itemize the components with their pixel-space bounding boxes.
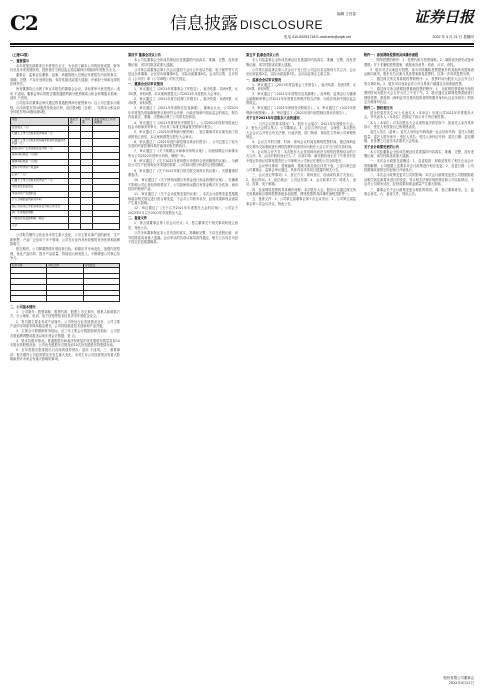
paragraph: 本公司及董事会全体成员保证信息披露的内容真实、准确、完整，没有虚假记载、误导性陈述或重大遗漏。 <box>128 58 238 67</box>
paragraph: 1、第五届董事会第十次会议决议；2、独立董事关于相关事项的独立意见。特此公告。 <box>128 221 238 230</box>
table-cell: 非流动资产处置损益 <box>11 191 69 197</box>
table-cell: 非经常性损益项目 <box>11 185 69 191</box>
text-column-3 <box>246 52 356 682</box>
paragraph: 3、审议通过了《2021年度财务决算报告》。4、审议通过了《2021年度利润分配预案》。5、审议通过了《2021年度内部控制自我评价报告》。 <box>246 106 356 115</box>
editor-line: 编辑 王亮春 <box>337 12 356 16</box>
table-cell: 少数股东权益影响额（税后） <box>11 217 69 223</box>
table-cell <box>68 223 80 229</box>
paragraph: 5、会议的召开方式：本次股东大会采用现场表决与网络投票相结合的方式召开。6、会议的股权登记日。7、出席对象：截至股权登记日下午收市时在中国证券登记结算有限责任公司深圳分公司登记在册的公司全体股东。 <box>246 149 356 163</box>
table-row <box>11 296 120 302</box>
table-cell: 加权平均净资产收益率 <box>11 166 69 172</box>
paragraph: 10、审议通过了《关于使用闲置自有资金进行现金管理的议案》。在确保不影响公司正常经营的情况下，公司拟使用闲置自有资金购买安全性高、流动性好的理财产品。 <box>128 178 238 192</box>
section-heading: 第四节 董事会决议公告 <box>128 53 161 57</box>
text-column-2 <box>128 52 238 682</box>
contact-line: 电话 010-83251716 E-mail:zmb@zqrb.net <box>284 35 351 39</box>
masthead-rule-thick <box>10 43 474 45</box>
paragraph: 一、召开会议的基本情况：1、股东大会届次：2021年年度股东大会。2、股东大会的召集人：公司董事会。3、会议召开的合法、合规性：本次股东大会会议召开符合有关法律、行政法规、部门规章、规范性文件和公司章程的规定。 <box>246 121 356 140</box>
paragraph: 一、本次会计政策变更概述：1、变更原因：财政部发布了相关企业会计准则解释，公司根据上述要求对会计政策进行相应变更。2、变更日期：公司按照财政部规定的起始日开始执行。 <box>364 159 474 173</box>
table-cell: 合计 <box>11 223 69 229</box>
paragraph: 1、公司简介。股票简称、股票代码、股票上市交易所、联系人和联系方式、办公地址、电话、电子信箱等基本信息详见年度报告全文。 <box>10 309 120 319</box>
table-cell: 稀释每股收益（元/股） <box>11 159 69 165</box>
paragraph: 本公司及监事会全体成员保证信息披露的内容真实、准确、完整，没有虚假记载、误导性陈述或重大遗漏。 <box>246 58 356 67</box>
paragraph: 公司报告期内主营业务未发生重大变化。公司主要从事产品的研发、生产和销售，产品广泛应用于多个领域，公司在行业内具有较强的竞争优势和品牌影响力。 <box>10 233 120 247</box>
section-heading: 二、公司基本情况 <box>10 304 36 309</box>
section-heading: （上接C1版） <box>10 53 31 57</box>
paragraph: 三、董事会关于会计政策变更合理性的说明。四、独立董事意见。五、监事会意见。六、备查文件。特此公告。 <box>364 187 474 197</box>
paragraph: 7、审议通过了《关于续聘会计师事务所的议案》。同意续聘会计师事务所为公司2022年度审计机构，聘期一年。 <box>128 149 238 158</box>
paragraph: 二、本次会计政策变更对公司的影响：本次会计政策变更是公司根据财政部相关规定和要求进行的变更，符合相关法律法规的规定和公司实际情况，不会对公司财务状况、经营成果和现金流量产生重大影响。 <box>364 173 474 187</box>
table-row <box>11 223 120 229</box>
paragraph: 2、审议通过了《2021年度总经理工作报告》。表决结果：同意9票，反对0票，弃权0票。 <box>128 96 238 106</box>
paragraph: 3、审议通过了《2021年年度报告及其摘要》。董事会认为，公司2021年年度报告的编制和审议程序符合法律、行政法规和中国证监会的规定，报告内容真实、准确、完整地反映了公司的实际情况。 <box>128 106 238 120</box>
paragraph: 四、参加网络投票的具体操作流程：本次股东大会，股东可以通过深交所交易系统和互联网投票系统参加投票，网络投票的具体操作流程见附件一。 <box>246 187 356 197</box>
section-title-en: DISCLOSURE <box>240 18 324 32</box>
table-header-cell: 上年同期 <box>80 117 92 125</box>
paragraph: 4、股本及股东情况。普通股股东和表决权恢复的优先股股东数量及前10名股东持股情况表、公司优先股股东总数及前10名优先股股东持股情况表。 <box>10 338 120 348</box>
paragraph: 3、股东对总议案进行投票，视为对除累积投票提案外的其他所有提案表达相同意见。股东对总议案与具体提案重复投票时，以第一次有效投票为准。 <box>364 67 474 77</box>
table-cell: 基本每股收益（元/股） <box>11 153 69 159</box>
table-header-cell: 持股数量 <box>83 263 119 268</box>
paragraph: 公司第五届监事会第八次会议于近日在公司会议室以现场方式召开。会议应出席监事3名，实际出席监事3名，会议由监事会主席主持。 <box>246 67 356 77</box>
paragraph: 二、会议审议事项：提案编码、提案名称及备注详见下表。上述议案已经公司董事会、监事会审议通过，具体内容详见同日披露的相关公告。 <box>246 163 356 173</box>
section-heading: 关于召开2021年年度股东大会的通知 <box>246 116 300 121</box>
paragraph: 4、审议通过了《2021年度财务决算报告》。公司2021年度财务报表已经会计师事务所审计，并出具了标准无保留意见的审计报告。 <box>128 120 238 130</box>
table-cell: 归属于上市公司股东的扣除非经常性损益的净利润（元） <box>11 138 69 146</box>
section-heading: 附件一：参加网络投票的具体操作流程 <box>364 53 419 57</box>
section-heading: 附件二：授权委托书 <box>364 105 393 110</box>
section-heading: 一、重要提示 <box>10 58 30 63</box>
section-heading: 第五节 监事会决议公告 <box>246 53 279 57</box>
masthead-rule-thin <box>10 46 474 47</box>
paragraph: 6、审议通过了《2021年度内部控制自我评价报告》。公司已建立了较为完善的内部控制体系并能得到有效的执行。 <box>128 139 238 149</box>
table-header-cell: 项目 <box>11 117 69 125</box>
table-header-cell: 股东名称 <box>11 263 47 268</box>
signature-block <box>443 676 474 686</box>
table-cell <box>93 223 120 229</box>
table-cell: 归属于上市公司股东的净资产（元） <box>11 178 69 184</box>
paragraph: 3、主要会计数据和财务指标。近三年主要会计数据和财务指标：公司是否需追溯调整或重述以前年度会计数据：是 否。 <box>10 329 120 338</box>
table-header-cell: 本报告期 <box>68 117 80 125</box>
paragraph: 三、通过深交所互联网投票系统投票的程序：1、互联网投票系统开始投票的时间为股东大会召开当日上午至下午。2、股东通过互联网投票系统进行网络投票，需按照《深圳证券交易所投资者网络服务身份认证业务指引》的规定办理身份认证。 <box>364 86 474 105</box>
table-cell: 减：所得税影响额 <box>11 210 69 216</box>
paragraph: 董事会、监事会及董事、监事、高级管理人员保证年度报告内容的真实、准确、完整，不存在虚假记载、误导性陈述或重大遗漏，并承担个别和连带的法律责任。 <box>10 73 120 87</box>
paragraph: 所有董事均已出席了审议本报告的董事会会议。非标准审计意见提示：适用 不适用。董事会审议的报告期普通股利润分配预案或公积金转增股本预案：适用 不适用。 <box>10 87 120 101</box>
paragraph: 12、审议通过了《关于召开2021年年度股东大会的议案》。公司定于2022年5月召开2021年年度股东大会。 <box>128 206 238 215</box>
paragraph: 本人（本单位）对本次股东大会议案的表决意见如下：如委托人未作具体指示，受托人有权按自己的意愿表决。 <box>364 120 474 130</box>
table-cell <box>47 296 83 302</box>
paragraph: 三、会议登记等事项：1、登记方式：现场登记、信函或传真方式登记。2、登记时间。3、登记地点：公司证券部。4、会议联系方式：联系人、电话、传真、电子邮箱。 <box>246 173 356 187</box>
date-line: 2022 年 4 月 21 日 星期四 <box>432 35 474 39</box>
paragraph: 一、网络投票的程序：1、投票代码与投票简称。2、填报表决意见或选举票数。对于非累积投票提案，填报表决意见：同意、反对、弃权。 <box>364 58 474 67</box>
table-cell <box>80 223 92 229</box>
section-heading: 关于会计政策变更的公告 <box>364 144 400 149</box>
table-cell <box>68 138 80 146</box>
table-cell: 计入当期损益的政府补助 <box>11 198 69 204</box>
paragraph: 1、审议通过了《2021年度董事会工作报告》。表决结果：同意9票，反对0票，弃权0票。本议案尚需提交公司2021年年度股东大会审议。 <box>128 87 238 96</box>
page-number: C2 <box>10 11 38 35</box>
signature-company: 股份有限公司董事会 <box>443 676 474 680</box>
data-table <box>10 263 120 302</box>
section-title-cn: 信息披露 <box>170 14 238 34</box>
section-heading: 二、备查文件 <box>128 216 148 221</box>
table-cell: 除上述各项之外的其他营业外收入和支出 <box>11 204 69 210</box>
paragraph: 4、会议召开的日期、时间：现场会议时间及网络投票时间。通过深圳证券交易所交易系统进行网络投票的具体时间为股东大会召开当日的交易时间。 <box>246 140 356 149</box>
table-cell: 经营活动产生的现金流量净额（元） <box>11 147 69 153</box>
table-cell <box>93 138 120 146</box>
newspaper-logo: 证券日报 <box>413 8 474 26</box>
paragraph: 二、通过深交所交易系统投票的程序：1、投票时间为股东大会召开当日的交易时间。2、股东可以登录证券公司交易客户端通过交易系统投票。 <box>364 77 474 86</box>
table-cell <box>80 138 92 146</box>
paragraph: 2、审议通过了《2021年年度报告及其摘要》。经审核，监事会认为董事会编制和审核公司2021年年度报告的程序符合法律、行政法规和中国证监会的规定。 <box>246 92 356 106</box>
table-cell <box>11 296 47 302</box>
table-cell <box>83 296 119 302</box>
section-title <box>170 12 323 37</box>
table-header-cell: 持股比例 <box>47 263 83 268</box>
paragraph: 兹全权委托先生/女士代表本人（本单位）出席公司2021年年度股东大会，并代表本人（本单位）依照以下指示对下列议案投票。 <box>364 110 474 120</box>
text-column-4 <box>364 52 474 682</box>
paragraph: 本年度报告摘要来自年度报告全文，为全面了解本公司的经营成果、财务状况及未来发展规划，投资者应当到证监会指定媒体仔细阅读年度报告全文。 <box>10 63 120 73</box>
paragraph: 8、审议通过了《关于2022年度向银行申请综合授信额度的议案》。为满足公司生产经营和业务发展的需要，公司拟向银行申请综合授信额度。 <box>128 158 238 168</box>
masthead <box>10 8 474 42</box>
paragraph: 5、审议通过了《2021年度利润分配预案》。独立董事对本议案发表了同意的独立意见。本议案尚需提交股东大会审议。 <box>128 130 238 139</box>
signature-date: 2022年4月21日 <box>448 681 474 685</box>
table-header-cell: 本报告期比上年同期增减 <box>93 117 120 125</box>
table-cell: 总资产（元） <box>11 172 69 178</box>
paragraph: 公司第五届董事会第十次会议通知于会议召开前以书面、电子邮件等方式送达全体董事。会议应出席董事9名，实际出席董事9名。会议的召集、召开符合《公司法》和《公司章程》的有关规定。 <box>128 67 238 81</box>
section-heading: 一、董事会会议审议情况 <box>128 82 164 87</box>
paragraph: 公司经本次董事会审议通过的普通股利润分配预案为：以公司总股本为基数，向全体股东每10股派发现金红利，送红股0股（含税），以资本公积金向全体股东每10股转增0股。 <box>10 101 120 115</box>
table-cell: 营业收入（元） <box>11 126 69 132</box>
paragraph: 11、审议通过了《关于会计政策变更的议案》。本次会计政策变更是根据财政部相关规定进行的合理变更，不会对公司财务状况、经营成果和现金流量产生重大影响。 <box>128 192 238 206</box>
paragraph: 五、备查文件：1、公司第五届董事会第十次会议决议；2、公司第五届监事会第八次会议决议。特此公告。 <box>246 197 356 206</box>
article-columns <box>10 52 474 682</box>
section-heading: 一、监事会会议审议情况 <box>246 77 282 82</box>
paragraph: 委托人签名（盖章）：委托人身份证号码或统一社会信用代码：委托人持股数量：委托人股东账号：受托人签名：受托人身份证号码：委托日期：委托期限：自签署之日起至本次股东大会结束。 <box>364 130 474 144</box>
paragraph: 2、报告期主要业务或产品简介。公司所处行业发展情况良好，公司主要产品的市场需求保持稳定增长，公司持续推进技术创新和产品升级。 <box>10 319 120 329</box>
paragraph: 5、在年度报告批准报出日存续的债券情况：适用 不适用。三、重要事项：报告期内公司经营情况未发生重大变化，未发生对公司经营情况有重大影响和预计未来会有重大影响的事项。 <box>10 348 120 362</box>
table-cell: 归属于上市公司股东的净利润（元） <box>11 132 69 138</box>
paragraph: 公司全体董事保证本公告内容的真实、准确和完整，不存在虚假记载、误导性陈述或者重大遗漏。会议审议的各项议案均获得通过，相关公告同日刊登于指定信息披露媒体。 <box>128 231 238 244</box>
text-column-1 <box>10 52 120 682</box>
paragraph: 本公司及董事会全体成员保证信息披露的内容真实、准确、完整，没有虚假记载、误导性陈述或重大遗漏。 <box>364 149 474 159</box>
paragraph: 报告期内，公司紧紧围绕年度经营目标，积极应对市场变化，加强内部管理，优化产品结构，提升产品质量，持续加大研发投入，不断增强公司核心竞争力。 <box>10 247 120 261</box>
paragraph: 9、审议通过了《关于2022年度日常关联交易预计的议案》。关联董事回避表决。 <box>128 168 238 178</box>
data-table <box>10 117 120 230</box>
paragraph: 1、审议通过了《2021年度监事会工作报告》。表决结果：同意3票，反对0票，弃权0票。 <box>246 82 356 92</box>
